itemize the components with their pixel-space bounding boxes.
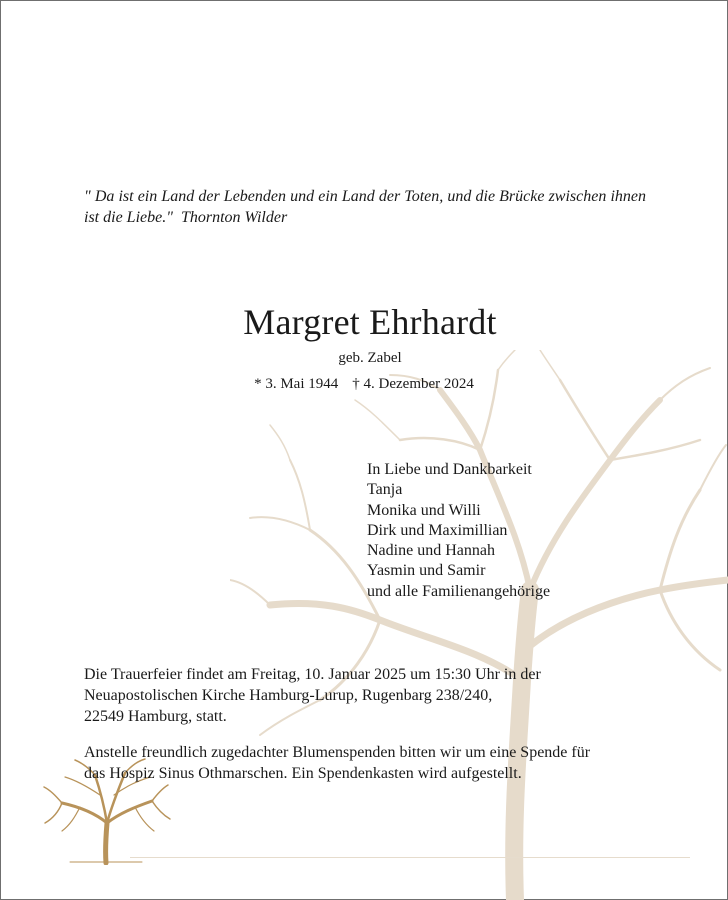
service-line: 22549 Hamburg, statt. (84, 708, 227, 725)
birth-date: * 3. Mai 1944 (254, 376, 339, 392)
service-line: Neuapostolischen Kirche Hamburg-Lurup, Rugenbarg 238/240, (84, 687, 493, 704)
family-line: Monika und Willi (367, 501, 481, 519)
funeral-service-info (84, 664, 684, 727)
quote-author: Thornton Wilder (180, 209, 288, 226)
family-line: und alle Familienangehörige (367, 582, 551, 600)
donation-line: das Hospiz Sinus Othmarschen. Ein Spendenkasten wird aufgestellt. (84, 765, 522, 782)
family-line: Nadine und Hannah (367, 542, 495, 560)
family-line: Dirk und Maximillian (367, 521, 508, 539)
family-line: Tanja (367, 481, 403, 499)
donation-line: Anstelle freundlich zugedachter Blumenspenden bitten wir um eine Spende für (84, 744, 591, 761)
service-line: Die Trauerfeier findet am Freitag, 10. Januar 2025 um 15:30 Uhr in der (84, 666, 541, 683)
quote-text: " Da ist ein Land der Lebenden und ein Land der Toten, und die Brücke zwischen ihnen ist die Liebe." (84, 188, 646, 226)
memorial-quote (84, 186, 646, 228)
life-dates (0, 374, 728, 394)
maiden-name: geb. Zabel (338, 350, 402, 366)
donation-info (84, 742, 684, 784)
death-date: † 4. Dezember 2024 (352, 376, 474, 392)
ground-line (130, 857, 690, 858)
deceased-name: Margret Ehrhardt (243, 302, 497, 342)
family-line: Yasmin und Samir (367, 562, 486, 580)
family-line: In Liebe und Dankbarkeit (367, 461, 532, 478)
background-tree-illustration (230, 350, 728, 900)
family-signatures (367, 460, 697, 602)
